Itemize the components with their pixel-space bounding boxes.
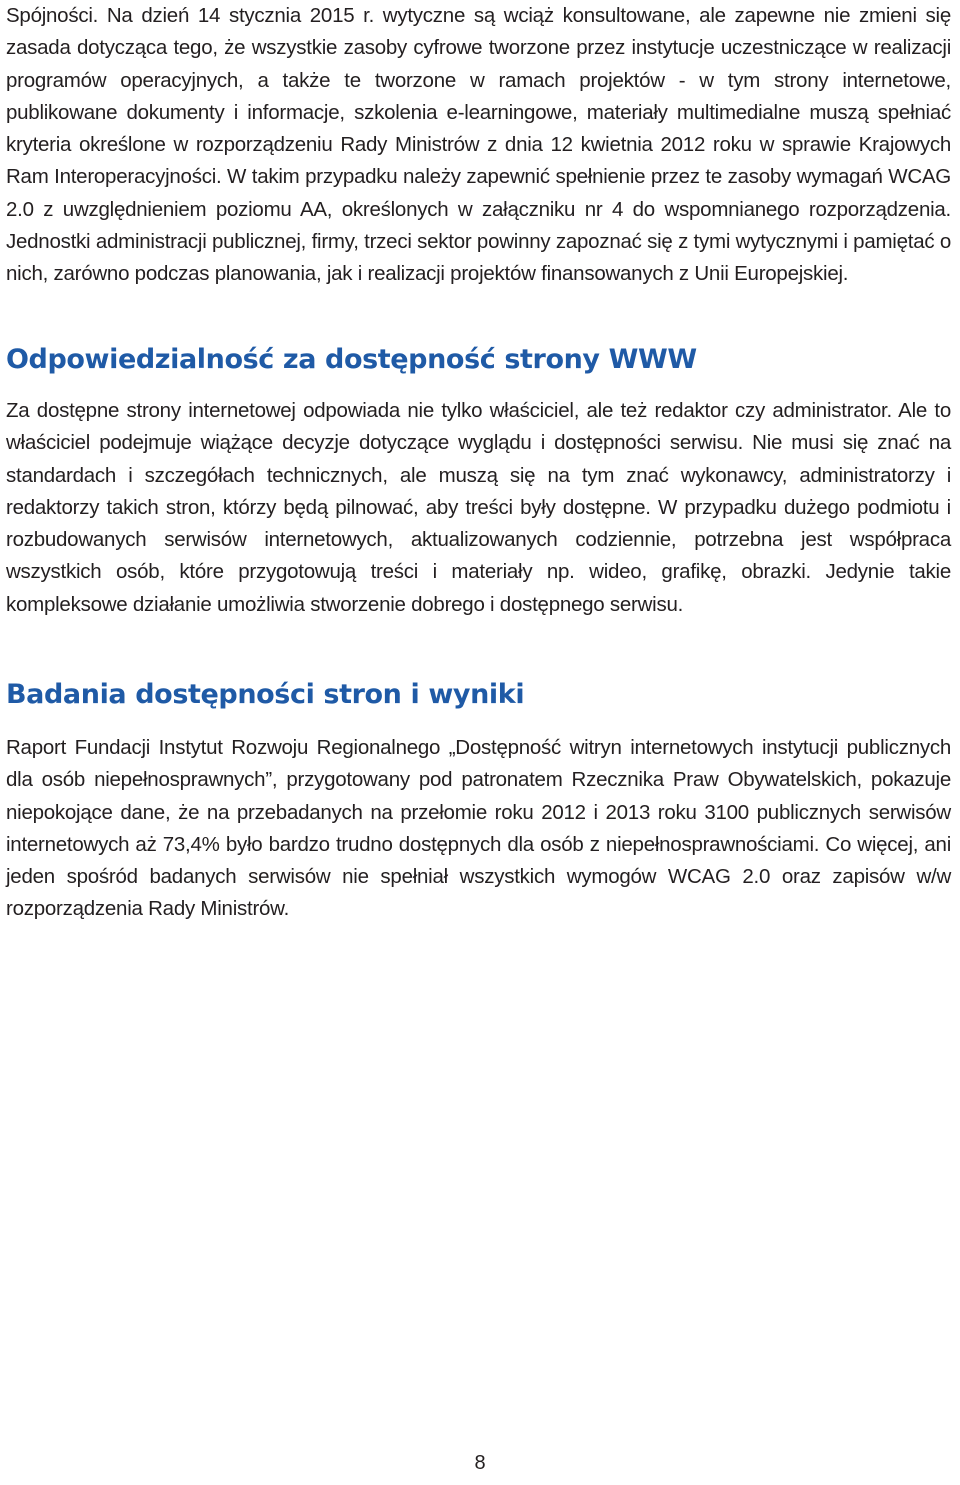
section-paragraph-responsibility: Za dostępne strony internetowej odpowiada nie tylko właściciel, ale też redaktor czy administrator. Ale to właściciel podejmuje wiążące decyzje dotyczące wyglądu i dostępności serwisu. Nie musi się znać na standardach i szczegółach technicznych, ale muszą się na tym znać wykonawcy, administratorzy i redaktorzy takich stron, którzy będą pilnować, aby treści były dostępne. W przypadku dużego podmiotu i rozbudowanych serwisów internetowych, aktualizowanych codziennie, potrzebna jest współpraca wszystkich osób, które przygotowują treści i materiały np. wideo, grafikę, obrazki. Jedynie takie kompleksowe działanie umożliwia stworzenie dobrego i dostępnego serwisu. [6,399,951,616]
page-number: 8 [474,1452,486,1474]
section-heading-research: Badania dostępności stron i wyniki [6,679,525,710]
section-heading-responsibility: Odpowiedzialność za dostępność strony WWW [6,344,697,375]
section-paragraph-research: Raport Fundacji Instytut Rozwoju Regionalnego „Dostępność witryn internetowych instytucji publicznych dla osób niepełnosprawnych”, przygotowany pod patronatem Rzecznika Praw Obywatelskich, pokazuje niepokojące dane, że na przebadanych na przełomie roku 2012 i 2013 roku 3100 publicznych serwisów internetowych aż 73,4% było bardzo trudno dostępnych dla osób z niepełnosprawnościami. Co więcej, ani jeden spośród badanych serwisów nie spełniał wszystkich wymogów WCAG 2.0 oraz zapisów w/w rozporządzenia Rady Ministrów. [6,736,951,921]
section-responsibility [6,340,951,621]
section-research [6,675,951,926]
intro-paragraph: Spójności. Na dzień 14 stycznia 2015 r. wytyczne są wciąż konsultowane, ale zapewne nie zmieni się zasada dotycząca tego, że wszystkie zasoby cyfrowe tworzone przez instytucje uczestniczące w realizacji programów operacyjnych, a także te tworzone w ramach projektów - w tym strony internetowe, publikowane dokumenty i informacje, szkolenia e-learningowe, materiały multimedialne muszą spełniać kryteria określone w rozporządzeniu Rady Ministrów z dnia 12 kwietnia 2012 roku w sprawie Krajowych Ram Interoperacyjności. W takim przypadku należy zapewnić spełnienie przez te zasoby wymagań WCAG 2.0 z uwzględnieniem poziomu AA, określonych w załączniku nr 4 do wspomnianego rozporządzenia. Jednostki administracji publicznej, firmy, trzeci sektor powinny zapoznać się z tymi wytycznymi i pamiętać o nich, zarówno podczas planowania, jak i realizacji projektów finansowanych z Unii Europejskiej. [6,4,951,286]
